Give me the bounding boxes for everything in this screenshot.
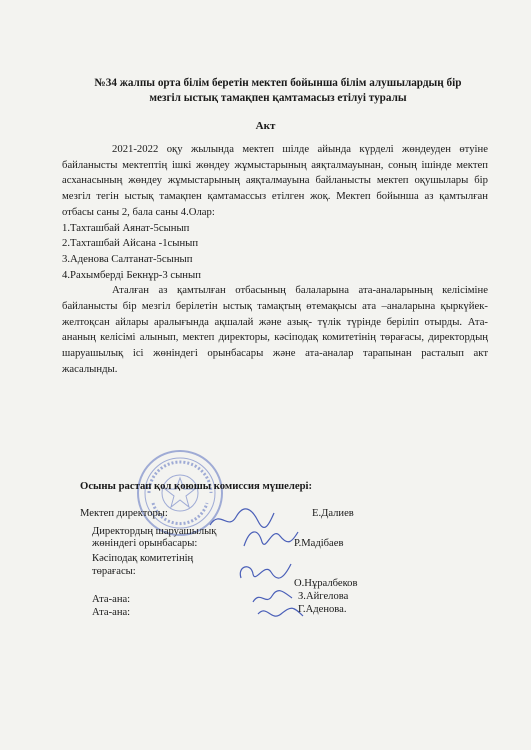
deputy-role-line-1: Директордың шаруашылық <box>92 526 217 537</box>
list-item: 4.Рахымберді Бекнұр-3 сынып <box>62 268 201 281</box>
paragraph-2: Аталған аз қамтылған отбасының балаларына ата-аналарының келісіміне байланысты бір мезгіл берілетін ыстық тамақтың өтемақысы ата –аналарына қыркүйек-желтоқсан айлары аралығында ақшалай және азық- түлік түрінде берілiп отырды. Ата-ананың келісімі алынып, мектеп директоры, кәсіподақ комитетінің төрағасы, директордың шаруашылық ісі жөніндегі орынбасары және ата-аналар тарапынан расталып акт жасалынды. <box>62 284 488 375</box>
union-role-line-2: төрағасы: <box>92 566 136 577</box>
union-name: О.Нұралбеков <box>294 578 358 589</box>
commission-heading: Осыны растап қол қоюшы комиссия мүшелері: <box>80 480 313 492</box>
parent-1-name: З.Айгелова <box>298 591 349 602</box>
document-heading: Акт <box>255 120 276 132</box>
list-item: 1.Тахташбай Аянат-5сынып <box>62 221 190 234</box>
title-line-2: мезгіл ыстық тамақпен қамтамасыз етілуі туралы <box>149 92 407 104</box>
document-title <box>78 76 478 106</box>
deputy-role-line-2: жөніндегі орынбасары: <box>92 538 198 549</box>
document-body <box>62 142 488 378</box>
signature-union <box>235 556 295 586</box>
parent-2-role: Ата-ана: <box>92 607 131 618</box>
deputy-name: Р.Мадібаев <box>294 538 344 549</box>
union-role-line-1: Кәсіподақ комитетінің <box>92 553 194 564</box>
parent-1-role: Ата-ана: <box>92 594 131 605</box>
list-item: 3.Аденова Салтанат-5сынып <box>62 252 193 265</box>
director-name: Е.Далиев <box>312 508 354 519</box>
signature-deputy <box>240 522 300 552</box>
title-line-1: №34 жалпы орта білім беретін мектеп бойынша білім алушылардың бір <box>94 77 462 89</box>
director-role: Мектеп директоры: <box>80 508 168 519</box>
paragraph-1: 2021-2022 оқу жылында мектеп шілде айында күрделі жөндеуден өтуіне байланысты мектептің ішкі жөндеу жұмыстарының аяқталмауынан, соның ішінде мектеп асханасының жөндеу жұмыстарының аяқталмауына байланысты мектеп оқушылары бір мезгіл тегін ыстық тамақпен қамтамассыз етілген жоқ. Мектеп бойынша аз қамтылған отбасы саны 2, бала саны 4.Олар: <box>62 143 488 218</box>
parent-2-name: Г.Аденова. <box>298 604 347 615</box>
list-item: 2.Тахташбай Айсана -1сынып <box>62 237 199 250</box>
